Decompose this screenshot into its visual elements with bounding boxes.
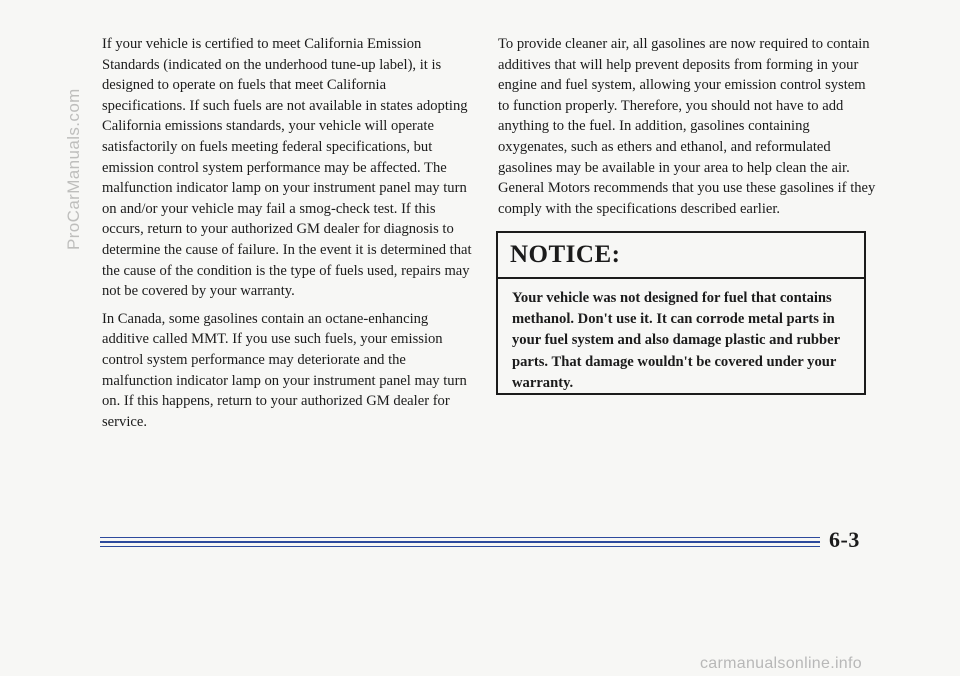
footer-rule-thin-bottom — [100, 546, 820, 547]
notice-heading: NOTICE: — [498, 233, 864, 279]
side-watermark: ProCarManuals.com — [64, 88, 83, 250]
paragraph-cleaner-air: To provide cleaner air, all gasolines are now required to contain additives that will help prevent deposits from forming in your engine and fuel system, allowing your emission control system to function properly. Therefore, you should not have to add anything to the fuel. In addition, gasolines containing oxygenates, such as ethers and ethanol, and reformulated gasolines may be available in your area to help clean the air. General Motors recommends that you use these gasolines if they comply with the specifications described earlier. — [498, 36, 876, 217]
paragraph-canada-mmt: In Canada, some gasolines contain an octane-enhancing additive called MMT. If you use such fuels, your emission control system performance may deteriorate and the malfunction indicator lamp on your instrument panel may turn on. If this happens, return to your authorized GM dealer for service. — [102, 310, 467, 430]
bottom-watermark: carmanualsonline.info — [700, 655, 862, 672]
footer-rule-thin-top — [100, 537, 820, 538]
footer-rule-thick — [100, 541, 820, 543]
page-number: 6-3 — [829, 527, 860, 552]
left-column — [102, 34, 472, 439]
right-column — [498, 34, 876, 226]
notice-body: Your vehicle was not designed for fuel that contains methanol. Don't use it. It can corrode metal parts in your fuel system and also damage plastic and rubber parts. That damage wouldn't be covered under your warranty. — [512, 290, 840, 391]
paragraph-california-emission: If your vehicle is certified to meet California Emission Standards (indicated on the underhood tune-up label), it is designed to operate on fuels that meet California specifications. If such fuels are not available in states adopting California emissions standards, your vehicle will operate satisfactorily on fuels meeting federal specifications, but emission control system performance may be affected. The malfunction indicator lamp on your instrument panel may turn on and/or your vehicle may fail a smog-check test. If this occurs, return to your authorized GM dealer for diagnosis to determine the cause of failure. In the event it is determined that the cause of the condition is the type of fuels used, repairs may not be covered by your warranty. — [102, 36, 472, 300]
notice-box — [496, 231, 866, 395]
